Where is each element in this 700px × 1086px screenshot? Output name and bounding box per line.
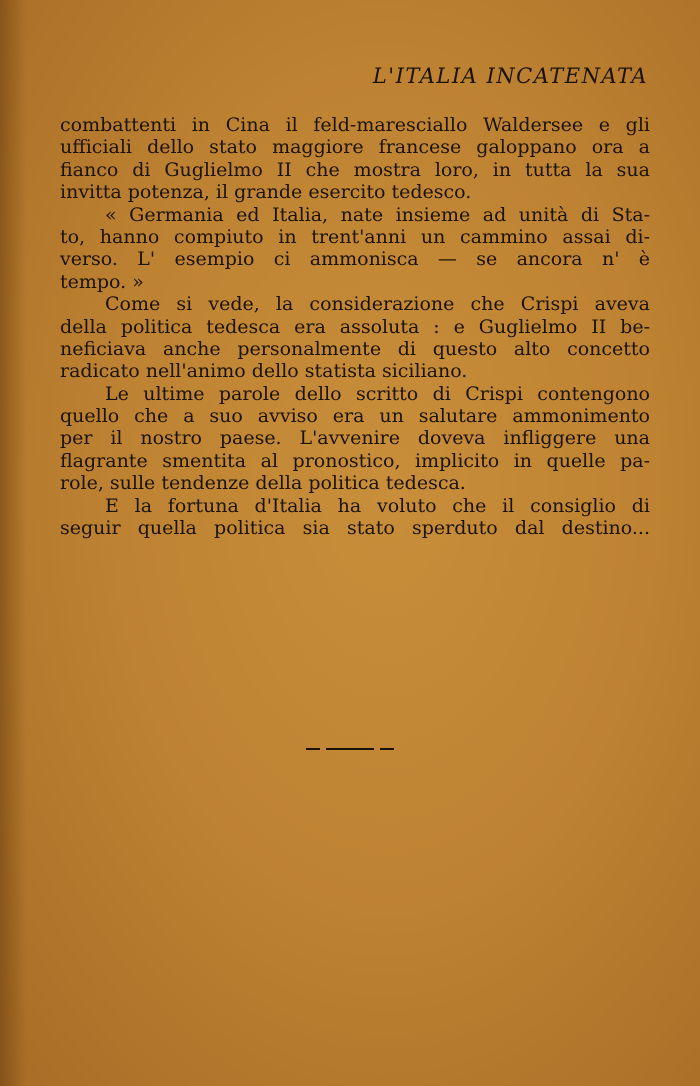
text-line: combattenti in Cina il feld-maresciallo Waldersee e gli bbox=[60, 114, 650, 136]
text-line: seguir quella politica sia stato sperduto dal destino... bbox=[60, 517, 650, 540]
text-line: fianco di Guglielmo II che mostra loro, in tutta la sua bbox=[60, 158, 650, 181]
body-text bbox=[60, 114, 650, 539]
text-line: tempo. » bbox=[60, 270, 144, 293]
text-line: to, hanno compiuto in trent'anni un cammino assai di- bbox=[60, 225, 650, 248]
text-line: radicato nell'animo dello statista siciliano. bbox=[60, 360, 468, 383]
text-line: quello che a suo avviso era un salutare ammonimento bbox=[60, 405, 650, 428]
text-line: role, sulle tendenze della politica tedesca. bbox=[60, 472, 466, 495]
text-line: invitta potenza, il grande esercito tedesco. bbox=[60, 181, 472, 204]
text-line: Le ultime parole dello scritto di Crispi contengono bbox=[105, 382, 650, 405]
text-line: verso. L' esempio ci ammonisca — se ancora n' è bbox=[60, 248, 650, 271]
text-line: per il nostro paese. L'avvenire doveva infliggere una bbox=[60, 427, 650, 450]
text-line: flagrante smentita al pronostico, implicito in quelle pa- bbox=[60, 449, 650, 472]
page-edge-shadow bbox=[0, 0, 26, 1086]
text-line: neficiava anche personalmente di questo alto concetto bbox=[60, 337, 650, 360]
text-line: Come si vede, la considerazione che Crispi aveva bbox=[105, 293, 650, 316]
section-divider bbox=[306, 748, 394, 750]
text-line: E la fortuna d'Italia ha voluto che il consiglio di bbox=[105, 494, 650, 517]
running-title: L'ITALIA INCATENATA bbox=[372, 64, 648, 88]
text-line: « Germania ed Italia, nate insieme ad unità di Sta- bbox=[105, 203, 650, 226]
text-line: della politica tedesca era assoluta : e Guglielmo II be- bbox=[60, 315, 650, 338]
text-line: ufficiali dello stato maggiore francese galoppano ora a bbox=[60, 136, 650, 159]
